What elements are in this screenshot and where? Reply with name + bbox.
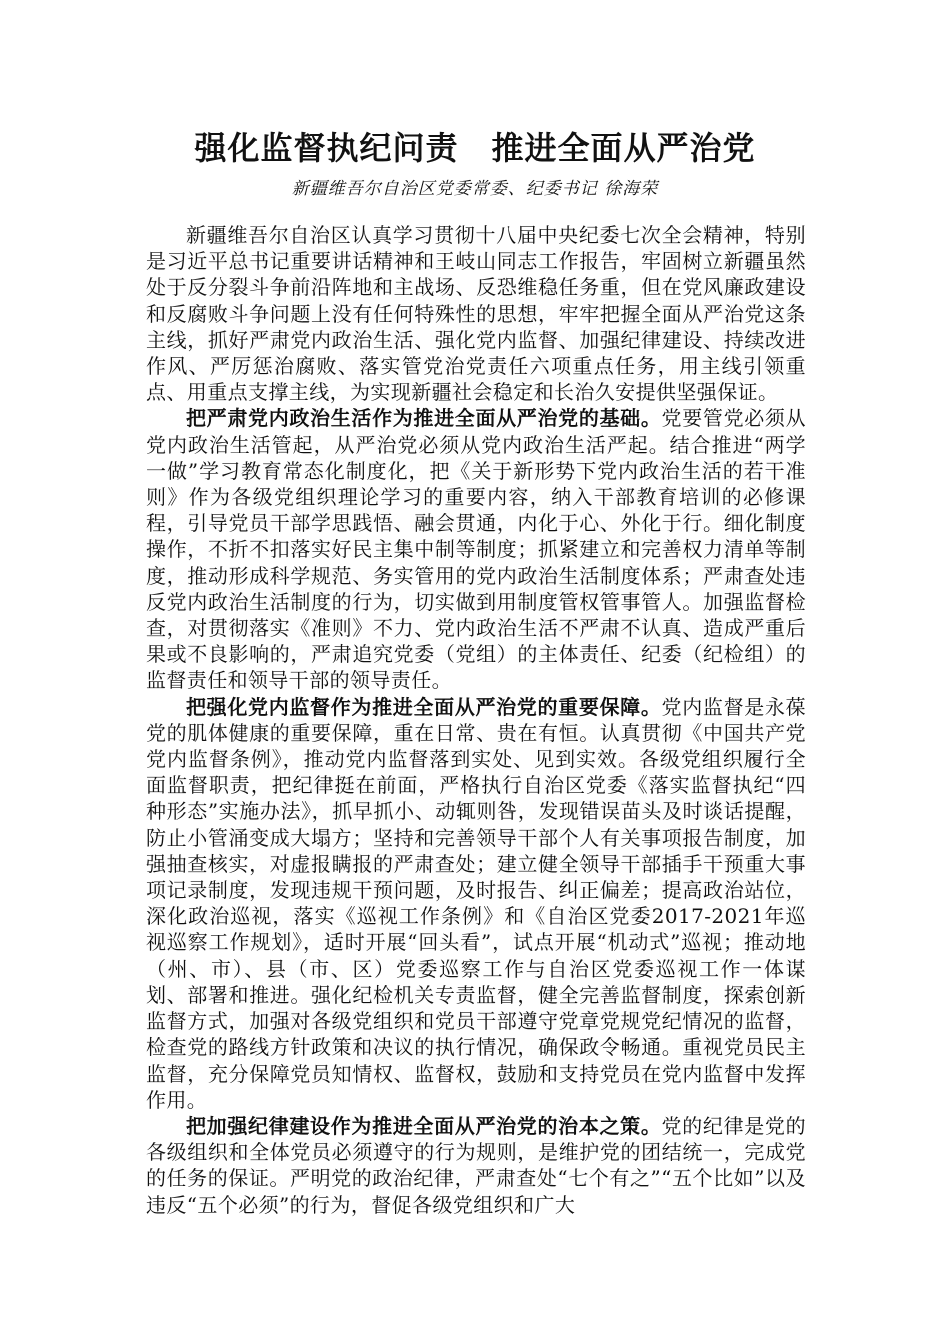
paragraph-lead: 把强化党内监督作为推进全面从严治党的重要保障。 xyxy=(186,694,662,719)
paragraph-text: 新疆维吾尔自治区认真学习贯彻十八届中央纪委七次全会精神，特别是习近平总书记重要讲话精神和王岐山同志工作报告，牢固树立新疆虽然处于反分裂斗争前沿阵地和主战场、反恐维稳任务重，但在党风廉政建设和反腐败斗争问题上没有任何特殊性的思想，牢牢把握全面从严治党这条主线，抓好严肃党内政治生活、强化党内监督、加强纪律建设、持续改进作风、严厉惩治腐败、落实管党治党责任六项重点任务，用主线引领重点、用重点支撑主线，为实现新疆社会稳定和长治久安提供坚强保证。 xyxy=(146,223,806,405)
paragraph-lead: 把严肃党内政治生活作为推进全面从严治党的基础。 xyxy=(186,406,662,431)
article-byline: 新疆维吾尔自治区党委常委、纪委书记 徐海荣 xyxy=(291,179,659,199)
paragraph-lead: 把加强纪律建设作为推进全面从严治党的治本之策。 xyxy=(186,1113,662,1138)
paragraph-discipline xyxy=(146,1113,806,1218)
article-title: 强化监督执纪问责 推进全面从严治党 xyxy=(194,129,756,167)
paragraph-political-life xyxy=(146,405,806,693)
paragraph-supervision xyxy=(146,694,806,1113)
paragraph-intro xyxy=(146,222,806,405)
article-body xyxy=(146,222,806,1218)
paragraph-text: 党要管党必须从党内政治生活管起，从严治党必须从党内政治生活严起。结合推进“两学一做”学习教育常态化制度化，把《关于新形势下党内政治生活的若干准则》作为各级党组织理论学习的重要内容，纳入干部教育培训的必修课程，引导党员干部学思践悟、融会贯通，内化于心、外化于行。细化制度操作，不折不扣落实好民主集中制等制度；抓紧建立和完善权力清单等制度，推动形成科学规范、务实管用的党内政治生活制度体系；严肃查处违反党内政治生活制度的行为，切实做到用制度管权管事管人。加强监督检查，对贯彻落实《准则》不力、党内政治生活不严肃不认真、造成严重后果或不良影响的，严肃追究党委（党组）的主体责任、纪委（纪检组）的监督责任和领导干部的领导责任。 xyxy=(146,406,806,693)
paragraph-text: 党内监督是永葆党的肌体健康的重要保障，重在日常、贵在有恒。认真贯彻《中国共产党党内监督条例》，推动党内监督落到实处、见到实效。各级党组织履行全面监督职责，把纪律挺在前面，严格执行自治区党委《落实监督执纪“四种形态”实施办法》，抓早抓小、动辄则咎，发现错误苗头及时谈话提醒，防止小管涌变成大塌方；坚持和完善领导干部个人有关事项报告制度，加强抽查核实，对虚报瞒报的严肃查处；建立健全领导干部插手干预重大事项记录制度，发现违规干预问题，及时报告、纠正偏差；提高政治站位，深化政治巡视，落实《巡视工作条例》和《自治区党委2017-2021年巡视巡察工作规划》，适时开展“回头看”，试点开展“机动式”巡视；推动地（州、市）、县（市、区）党委巡察工作与自治区党委巡视工作一体谋划、部署和推进。强化纪检机关专责监督，健全完善监督制度，探索创新监督方式，加强对各级党组织和党员干部遵守党章党规党纪情况的监督，检查党的路线方针政策和决议的执行情况，确保政令畅通。重视党员民主监督，充分保障党员知情权、监督权，鼓励和支持党员在党内监督中发挥作用。 xyxy=(146,694,806,1112)
paragraph-text: 党的纪律是党的各级组织和全体党员必须遵守的行为规则，是维护党的团结统一，完成党的任务的保证。严明党的政治纪律，严肃查处“七个有之”“五个比如”以及违反“五个必须”的行为，督促各级党组织和广大 xyxy=(146,1113,806,1217)
